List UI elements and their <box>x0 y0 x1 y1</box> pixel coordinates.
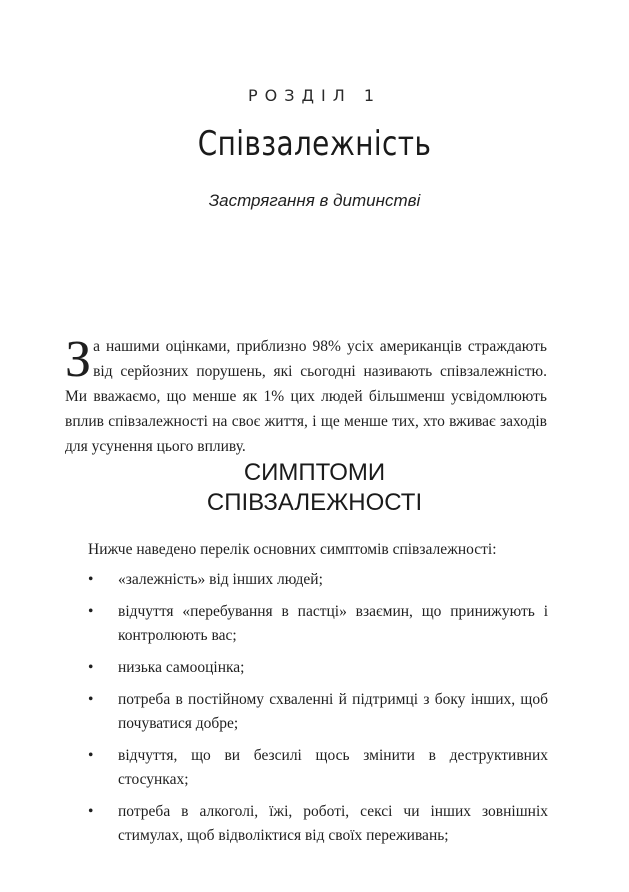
list-item <box>88 600 548 648</box>
section-heading-line-1: СИМПТОМИ <box>243 459 386 486</box>
intro-paragraph <box>65 330 547 459</box>
list-item <box>88 688 548 736</box>
list-item-text: відчуття, що ви безсилі щось змінити в деструктивних стосунках; <box>118 747 548 788</box>
chapter-label: РОЗДІЛ 1 <box>247 86 381 105</box>
list-item <box>88 800 548 848</box>
symptom-list <box>88 568 548 856</box>
section-heading <box>0 458 629 518</box>
list-item-text: відчуття «перебування в пастці» взаємин, що принижують і контролюють вас; <box>118 603 548 644</box>
bullet-icon: • <box>88 691 94 708</box>
list-item <box>88 744 548 792</box>
bullet-icon: • <box>88 571 94 588</box>
chapter-title: Співзалежність <box>197 124 432 164</box>
section-heading-line-2: СПІВЗАЛЕЖНОСТІ <box>206 489 423 516</box>
intro-text: а нашими оцінками, приблизно 98% усіх американців страждають від серйозних порушень, які сьогодні називають співзалежністю. Ми вважаємо, що менше як 1% цих людей більшменш усвідомлюють вплив співзалежності на своє життя, і ще менше тих, хто вживає заходів для усунення цього впливу. <box>65 337 547 455</box>
list-item-text: потреба в постійному схваленні й підтримці з боку інших, щоб почуватися добре; <box>118 691 548 732</box>
drop-cap: З <box>65 330 92 388</box>
list-item <box>88 568 548 592</box>
bullet-icon: • <box>88 803 94 820</box>
list-intro-text: Нижче наведено перелік основних симптомів співзалежності: <box>88 541 497 558</box>
chapter-subtitle: Застрягання в дитинстві <box>208 191 421 210</box>
list-item-text: потреба в алкоголі, їжі, роботі, сексі чи інших зовнішніх стимулах, щоб відволіктися від своїх переживань; <box>118 803 548 844</box>
bullet-icon: • <box>88 747 94 764</box>
list-item-text: низька самооцінка; <box>118 659 245 676</box>
bullet-icon: • <box>88 603 94 620</box>
list-item-text: «залежність» від інших людей; <box>118 571 323 588</box>
bullet-icon: • <box>88 659 94 676</box>
list-item <box>88 656 548 680</box>
